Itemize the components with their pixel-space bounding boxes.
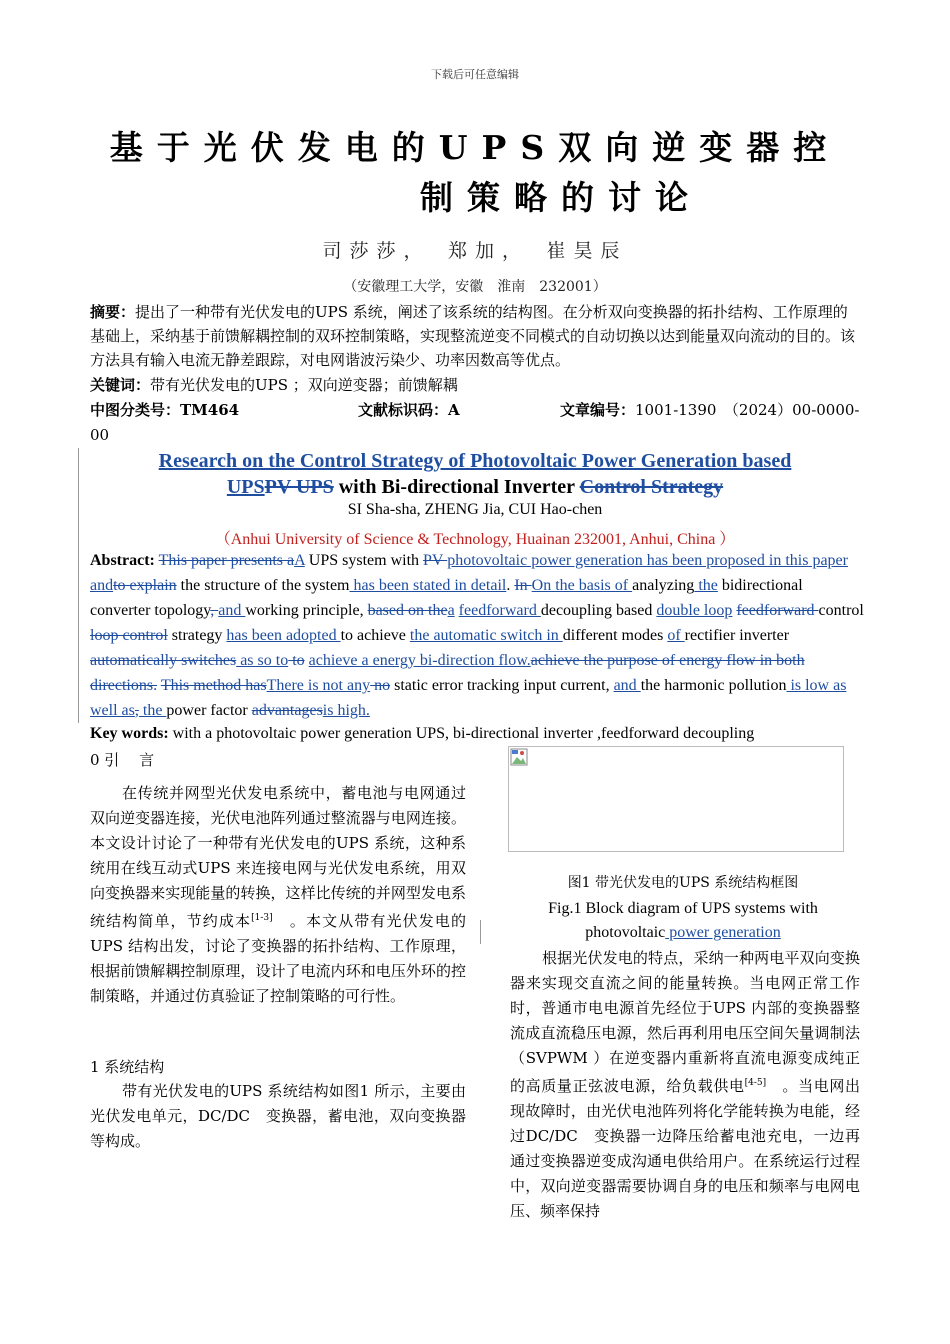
abstract-cn-text: 提出了一种带有光伏发电的UPS 系统，阐述了该系统的结构图。在分析双向变换器的拓扑结构、工作原理的基础上，采纳基于前馈解耦控制的双环控制策略，实现整流逆变不同模式的自动切换以达到能量双向流动的目的。该方法具有输入电流无静差跟踪，对电网谐波污染少、功率因数高等优点。 xyxy=(90,303,856,369)
section-0-text-2: 。本文从带有光伏发电的UPS 结构出发，讨论了变换器的拓扑结构、工作原理，根据前馈解耦控制原理，设计了电流内环和电压外环的控制策略，并通过仿真验证了控制策略的可行性。 xyxy=(90,912,466,1005)
abstract-deleted-text: In xyxy=(514,577,532,594)
abstract-inserted-text: On the basis of xyxy=(531,577,633,594)
abstract-inserted-text: has been adopted xyxy=(226,627,341,644)
abstract-deleted-text: to explain xyxy=(113,577,177,594)
abstract-inserted-text: A xyxy=(294,552,305,569)
abstract-inserted-text: photovoltaic power generation has been proposed in this paper and xyxy=(90,552,848,594)
revision-change-bar-2 xyxy=(480,920,481,944)
keywords-cn-label: 关键词： xyxy=(90,376,151,394)
figure-1-caption-en-plain: photovoltaic xyxy=(585,924,666,941)
figure-1-caption-en-line1: Fig.1 Block diagram of UPS systems with xyxy=(548,900,818,917)
abstract-deleted-text: This paper presents a xyxy=(158,552,295,569)
abstract-en-body xyxy=(90,552,864,719)
abstract-deleted-text: This method has xyxy=(160,677,267,694)
abstract-deleted-text: to xyxy=(288,652,305,669)
page-title-line2: 制策略的讨论 xyxy=(420,178,702,217)
abstract-text: UPS system with xyxy=(304,552,424,569)
abstract-text: . xyxy=(506,577,515,594)
article-number xyxy=(560,398,860,422)
abstract-text: decoupling based xyxy=(540,602,657,619)
abstract-text: static error tracking input current, xyxy=(390,677,614,694)
article-number-tail: 00 xyxy=(90,426,110,444)
authors-cn: 司莎莎， 郑加， 崔昊辰 xyxy=(322,240,628,262)
keywords-cn xyxy=(90,373,860,397)
right-column-body xyxy=(510,946,860,1224)
abstract-text: analyzing xyxy=(632,577,695,594)
abstract-text: working principle, xyxy=(245,602,368,619)
abstract-inserted-text: is low as well as xyxy=(90,677,847,719)
section-1-heading: 1 系统结构 xyxy=(90,1058,165,1076)
affiliation-en: （Anhui University of Science & Technology, Huainan 232001, Anhui, China ） xyxy=(214,531,736,548)
revision-change-bar xyxy=(78,448,79,723)
citation-4-5: [4-5] xyxy=(744,1078,767,1088)
abstract-text: bidirectional converter topology xyxy=(90,577,803,619)
english-title-inserted: UPS xyxy=(226,476,265,498)
abstract-inserted-text: of xyxy=(667,627,685,644)
section-0-heading: 0 引 言 xyxy=(90,751,155,769)
affiliation-cn: （安徽理工大学，安徽 淮南 232001） xyxy=(343,279,607,295)
article-number-value: 1001-1390 （2024）00-0000- xyxy=(635,401,860,419)
abstract-deleted-text: based on the xyxy=(367,602,448,619)
abstract-deleted-text: achieve the purpose of energy flow in both directions. xyxy=(90,652,805,694)
citation-1-3: [1-3] xyxy=(251,913,273,923)
header-note: 下载后可任意编辑 xyxy=(431,68,519,81)
figure-1-placeholder xyxy=(508,746,844,852)
abstract-inserted-text: achieve a energy bi-direction flow. xyxy=(308,652,531,669)
keywords-en xyxy=(90,722,870,746)
abstract-inserted-text: feedforward xyxy=(458,602,541,619)
abstract-text: to achieve xyxy=(340,627,410,644)
english-title-deleted: PV UPS xyxy=(264,476,334,498)
abstract-deleted-text: PV xyxy=(423,552,448,569)
abstract-deleted-text: feedforward xyxy=(736,602,819,619)
abstract-deleted-text: advantages xyxy=(251,702,323,719)
abstract-text: the structure of the system xyxy=(176,577,350,594)
abstract-inserted-text: is high. xyxy=(322,702,370,719)
broken-image-icon xyxy=(510,748,528,766)
english-title-line1: Research on the Control Strategy of Photovoltaic Power Generation based xyxy=(158,450,792,472)
abstract-text: strategy xyxy=(167,627,227,644)
abstract-inserted-text: a xyxy=(447,602,455,619)
keywords-cn-text: 带有光伏发电的UPS ；双向逆变器；前馈解耦 xyxy=(150,376,458,394)
abstract-inserted-text: and xyxy=(613,677,641,694)
english-title-deleted-2: Control Strategy xyxy=(579,476,724,498)
abstract-cn xyxy=(90,300,860,372)
abstract-text: control xyxy=(818,602,864,619)
abstract-inserted-text: the xyxy=(694,577,718,594)
abstract-deleted-text: no xyxy=(370,677,391,694)
figure-1-caption-cn: 图1 带光伏发电的UPS 系统结构框图 xyxy=(567,875,799,891)
section-0-body xyxy=(90,781,466,1009)
abstract-text: rectifier inverter xyxy=(684,627,790,644)
section-0-text: 在传统并网型光伏发电系统中，蓄电池与电网通过双向逆变器连接，光伏电池阵列通过整流器与电网连接。本文设计讨论了一种带有光伏发电的UPS 系统，这种系统用在线互动式UPS 来连接电网与光伏发电系统，用双向变换器来实现能量的转换，这样比传统的并网型发电系统结构简单，节约成本 xyxy=(90,784,466,930)
doc-code: 文献标识码：A xyxy=(358,401,460,419)
figure-1-caption-en xyxy=(508,897,858,945)
keywords-en-text: with a photovoltaic power generation UPS, bi-directional inverter ,feedforward decoupling xyxy=(168,725,755,742)
section-1-text: 带有光伏发电的UPS 系统结构如图1 所示，主要由光伏发电单元，DC/DC 变换器，蓄电池，双向变换器等构成。 xyxy=(90,1082,466,1150)
abstract-inserted-text: and xyxy=(218,602,246,619)
english-title-plain: with Bi-directional Inverter xyxy=(333,476,580,498)
abstract-inserted-text: as so to xyxy=(236,652,289,669)
figure-1-caption-en-inserted: power generation xyxy=(665,924,781,941)
abstract-inserted-text: has been stated in detail xyxy=(349,577,507,594)
abstract-text: different modes xyxy=(562,627,668,644)
authors-en: SI Sha-sha, ZHENG Jia, CUI Hao-chen xyxy=(347,501,603,518)
abstract-deleted-text: , xyxy=(210,602,219,619)
abstract-deleted-text: , xyxy=(134,702,139,719)
abstract-en-label: Abstract: xyxy=(90,552,155,569)
abstract-text: the harmonic pollution xyxy=(640,677,787,694)
abstract-cn-label: 摘要： xyxy=(90,303,136,321)
english-title xyxy=(100,448,850,500)
article-number-label: 文章编号： xyxy=(560,401,636,419)
abstract-inserted-text: the automatic switch in xyxy=(409,627,563,644)
abstract-inserted-text: double loop xyxy=(656,602,733,619)
clc-number: 中图分类号：TM464 xyxy=(90,401,240,419)
abstract-deleted-text: automatically switches xyxy=(90,652,237,669)
section-1-body xyxy=(90,1079,466,1154)
right-column-text-2: 。当电网出现故障时，由光伏电池阵列将化学能转换为电能，经过DC/DC 变换器一边降压给蓄电池充电，一边再通过变换器逆变成沟通电供给用户。在系统运行过程中，双向逆变器需要协调自身的电压和频率与电网电压、频率保持 xyxy=(510,1077,860,1220)
abstract-inserted-text: There is not any xyxy=(266,677,371,694)
right-column-text: 根据光伏发电的特点，采纳一种两电平双向变换器来实现交直流之间的能量转换。当电网正常工作时，普通市电电源首先经位于UPS 内部的变换器整流成直流稳压电源，然后再利用电压空间矢量调制法（SVPWM ）在逆变器内重新将直流电源变成纯正的高质量正弦波电源，给负载供电 xyxy=(510,949,860,1095)
abstract-inserted-text: the xyxy=(138,702,167,719)
abstract-deleted-text: loop control xyxy=(90,627,168,644)
keywords-en-label: Key words: xyxy=(90,725,169,742)
abstract-en xyxy=(90,548,865,723)
abstract-text: power factor xyxy=(166,702,252,719)
page-title-line1: 基于光伏发电的UPS双向逆变器控 xyxy=(109,128,841,167)
